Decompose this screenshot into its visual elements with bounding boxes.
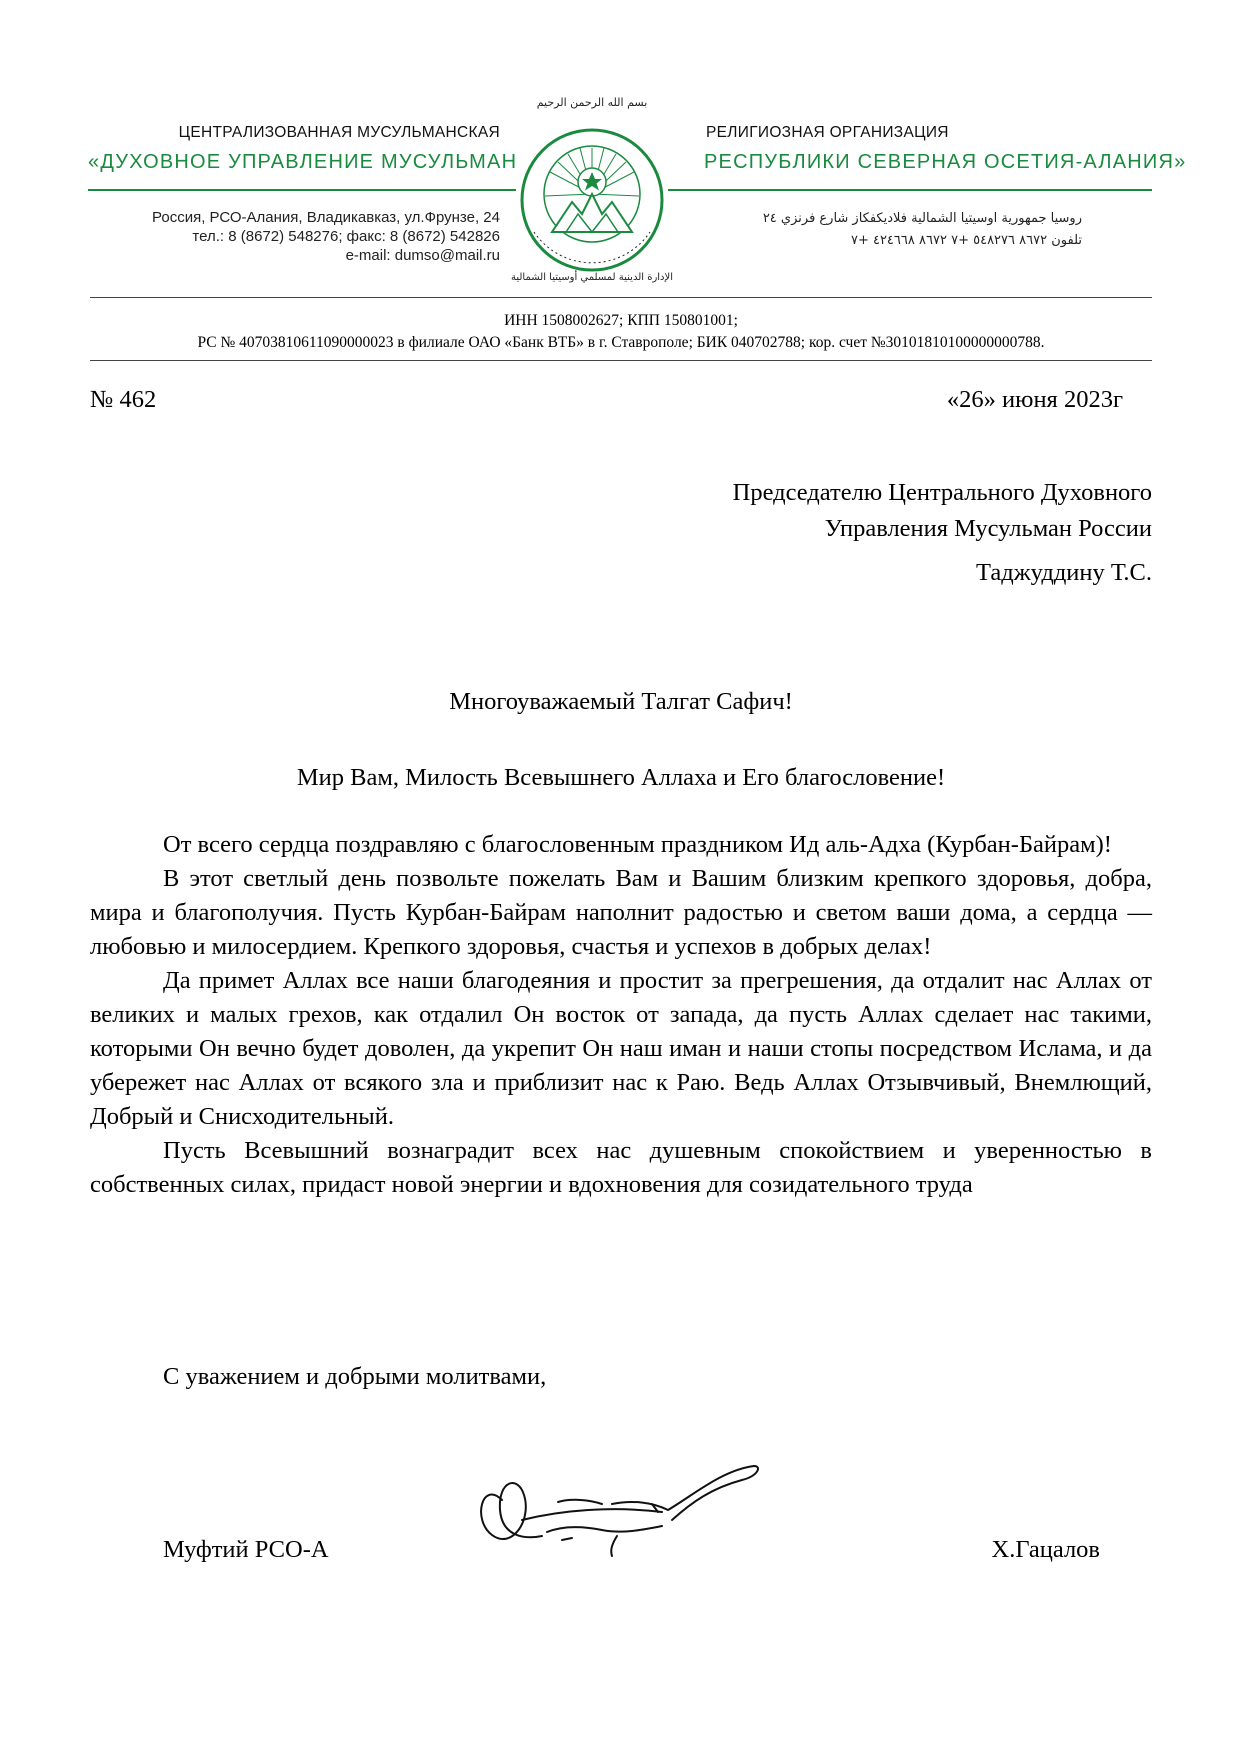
signature xyxy=(462,1440,762,1560)
letter-date: «26» июня 2023г xyxy=(946,386,1123,413)
bank-account-details: РС № 40703810611090000023 в филиале ОАО «Банк ВТБ» в г. Ставрополе; БИК 040702788; кор. счет №30101810100000000788. xyxy=(197,334,1045,351)
header-green-rule-left xyxy=(88,189,516,191)
tax-ids: ИНН 1508002627; КПП 150801001; xyxy=(504,312,738,329)
handwritten-signature-icon xyxy=(462,1440,762,1560)
contacts-russian xyxy=(70,208,500,265)
org-subtitle-right: РЕЛИГИОЗНАЯ ОРГАНИЗАЦИЯ xyxy=(706,124,949,141)
org-title-left: «ДУХОВНОЕ УПРАВЛЕНИЕ МУСУЛЬМАН xyxy=(88,151,518,173)
body-paragraph: В этот светлый день позвольте пожелать Вам и Вашим близким крепкого здоровья, добра, мира и благополучия. Пусть Курбан-Байрам наполнит радостью и светом ваши дома, а сердца — любовью и милосердием. Крепкого здоровья, счастья и успехов в добрых делах! xyxy=(90,865,1152,960)
divider-top xyxy=(90,297,1152,298)
closing: С уважением и добрыми молитвами, xyxy=(163,1363,547,1390)
logo-basmala: بسم الله الرحمن الرحيم xyxy=(536,96,648,109)
greeting: Мир Вам, Милость Всевышнего Аллаха и Его благословение! xyxy=(296,764,946,791)
contact-phone: тел.: 8 (8672) 548276; факс: 8 (8672) 542826 xyxy=(192,228,500,245)
recipient-line: Председателю Центрального Духовного xyxy=(732,479,1152,506)
contact-address-arabic: روسيا جمهورية اوسيتيا الشمالية فلاديكفكاز شارع فرنزي ٢٤ xyxy=(762,211,1082,226)
logo-emblem-icon xyxy=(508,82,676,292)
body-paragraph: Пусть Всевышний вознаградит всех нас душевным спокойствием и уверенностью в собственных силах, придаст новой энергии и вдохновения для созидательного труда xyxy=(90,1137,1152,1198)
contact-email[interactable]: e-mail: dumso@mail.ru xyxy=(345,247,500,264)
contact-phone-arabic: تلفون ٨٦٧٢ ٥٤٨٢٧٦ +٧ ٨٦٧٢ ٤٢٤٦٦٨ +٧ xyxy=(850,233,1082,248)
salutation: Многоуважаемый Талгат Сафич! xyxy=(449,688,793,715)
org-title-right: РЕСПУБЛИКИ СЕВЕРНАЯ ОСЕТИЯ-АЛАНИЯ» xyxy=(704,151,1187,173)
logo-ring-text: الإدارة الدينية لمسلمي أوسيتيا الشمالية xyxy=(510,272,674,283)
letter-number: № 462 xyxy=(90,386,157,413)
letter-body xyxy=(90,828,1152,1202)
recipient-line: Управления Мусульман России xyxy=(824,515,1152,542)
contacts-arabic xyxy=(702,208,1082,252)
organization-logo xyxy=(508,82,676,292)
body-paragraph: От всего сердца поздравляю с благословенным праздником Ид аль-Адха (Курбан-Байрам)! xyxy=(163,831,1112,858)
signer-title: Муфтий РСО-А xyxy=(163,1536,329,1563)
recipient-line: Таджуддину Т.С. xyxy=(976,559,1152,586)
contact-address: Россия, РСО-Алания, Владикавказ, ул.Фрунзе, 24 xyxy=(152,209,500,226)
divider-bottom xyxy=(90,360,1152,361)
signer-name: Х.Гацалов xyxy=(991,1536,1100,1563)
recipient-block xyxy=(560,476,1152,590)
header-green-rule-right xyxy=(668,189,1152,191)
org-subtitle-left: ЦЕНТРАЛИЗОВАННАЯ МУСУЛЬМАНСКАЯ xyxy=(178,124,500,141)
body-paragraph: Да примет Аллах все наши благодеяния и простит за прегрешения, да отдалит нас Аллах от великих и малых грехов, как отдалил Он восток от запада, да пусть Аллах сделает нас такими, которыми Он вечно будет доволен, да укрепит Он наш иман и наши стопы посредством Ислама, и да убережет нас Аллах от всякого зла и приблизит нас к Раю. Ведь Аллах Отзывчивый, Внемлющий, Добрый и Снисходительный. xyxy=(90,967,1152,1130)
